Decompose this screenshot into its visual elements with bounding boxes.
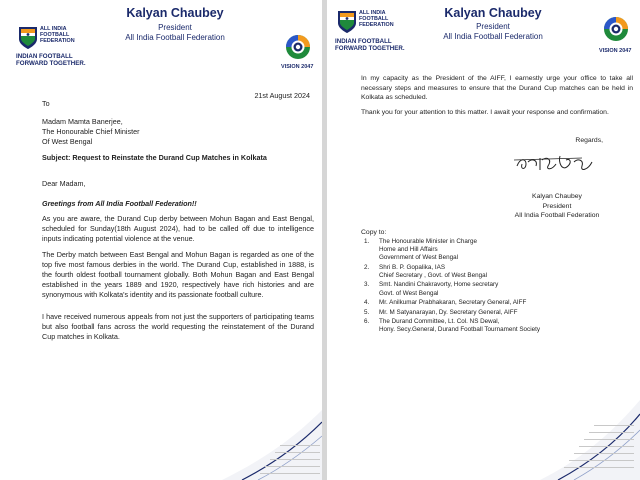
signature-icon (512, 148, 602, 178)
subject-line: Subject: Request to Reinstate the Durand Cup Matches in Kolkata (42, 153, 267, 162)
salutation: Dear Madam, (42, 179, 86, 188)
to-label: To (42, 99, 50, 108)
regards: Regards, (575, 137, 603, 144)
letter-date: 21st August 2024 (254, 91, 310, 100)
vision-2047-logo-icon (600, 16, 632, 44)
paragraph-2: The Derby match between East Bengal and Mohun Bagan is regarded as one of the top five most famous derbies in the world. The Durand Cup, established in 1888, is the fourth oldest football tournament globally. Both Mohun Bagan and East Bengal established in the years 1889 and 1920, respectively have rich histories and are synonymous with Kolkata's identity and its passionate football culture. (42, 250, 314, 299)
paragraph-4: In my capacity as the President of the AIFF, I earnestly urge your office to take all necessary steps and measures to ensure that the Durand Cup matches can be held in Kolkata as scheduled. (361, 75, 633, 101)
header-org: All India Football Federation (443, 32, 543, 41)
copy-to-label: Copy to: (361, 229, 387, 236)
copy-to-item: 6. The Durand Committee, Lt. Col. NS Dewal, Hony. Secy.General, Durand Football Tournament Society (364, 318, 541, 334)
header-role: President (476, 22, 510, 31)
copy-to-item: 3. Smt. Nandini Chakravorty, Home secretary Govt. of West Bengal (364, 281, 499, 297)
header-org: All India Football Federation (125, 33, 225, 42)
tagline: INDIAN FOOTBALL FORWARD TOGETHER. (335, 38, 405, 52)
greeting: Greetings from All India Football Federation!! (42, 199, 197, 208)
header-role: President (158, 23, 192, 32)
aiff-logo-text: ALL INDIA FOOTBALL FEDERATION (40, 26, 75, 44)
paragraph-3: I have received numerous appeals from not just the supporters of participating teams but also football fans across the world requesting the reinstatement of the Durand Cup matches in Kolkata. (42, 312, 314, 341)
vision-label: VISION 2047 (281, 64, 314, 70)
vision-label: VISION 2047 (599, 48, 632, 54)
header-name: Kalyan Chaubey (126, 6, 224, 20)
aiff-logo-text: ALL INDIA FOOTBALL FEDERATION (359, 10, 394, 28)
footer-contact (250, 440, 320, 478)
paragraph-1: As you are aware, the Durand Cup derby between Mohun Bagan and East Bengal, scheduled for Sunday(18th August 2024), had to be called off due to intelligence inputs indicating potential violence at the venue. (42, 214, 314, 243)
signature-block: Kalyan Chaubey President All India Football Federation (514, 193, 600, 219)
copy-to-item: 5. Mr. M Satyanarayan, Dy. Secretary General, AIFF (364, 308, 518, 316)
addressee: Madam Mamta Banerjee, The Honourable Chief Minister Of West Bengal (42, 117, 140, 146)
footer-contact (559, 420, 634, 476)
copy-to-item: 4. Mr. Anilkumar Prabhakaran, Secretary General, AIFF (364, 299, 527, 307)
paragraph-5: Thank you for your attention to this matter. I await your response and confirmation. (361, 109, 609, 116)
tagline: INDIAN FOOTBALL FORWARD TOGETHER. (16, 53, 86, 67)
copy-to-item: 1. The Honourable Minister in Charge Home and Hill Affairs Government of West Bengal (364, 238, 478, 262)
vision-2047-logo-icon (282, 34, 314, 62)
copy-to-item: 2. Shri B. P. Gopalika, IAS Chief Secretary , Govt. of West Bengal (364, 263, 488, 279)
letter-page-2 (327, 0, 640, 480)
header-name: Kalyan Chaubey (444, 6, 542, 20)
copy-to-list (364, 238, 624, 335)
